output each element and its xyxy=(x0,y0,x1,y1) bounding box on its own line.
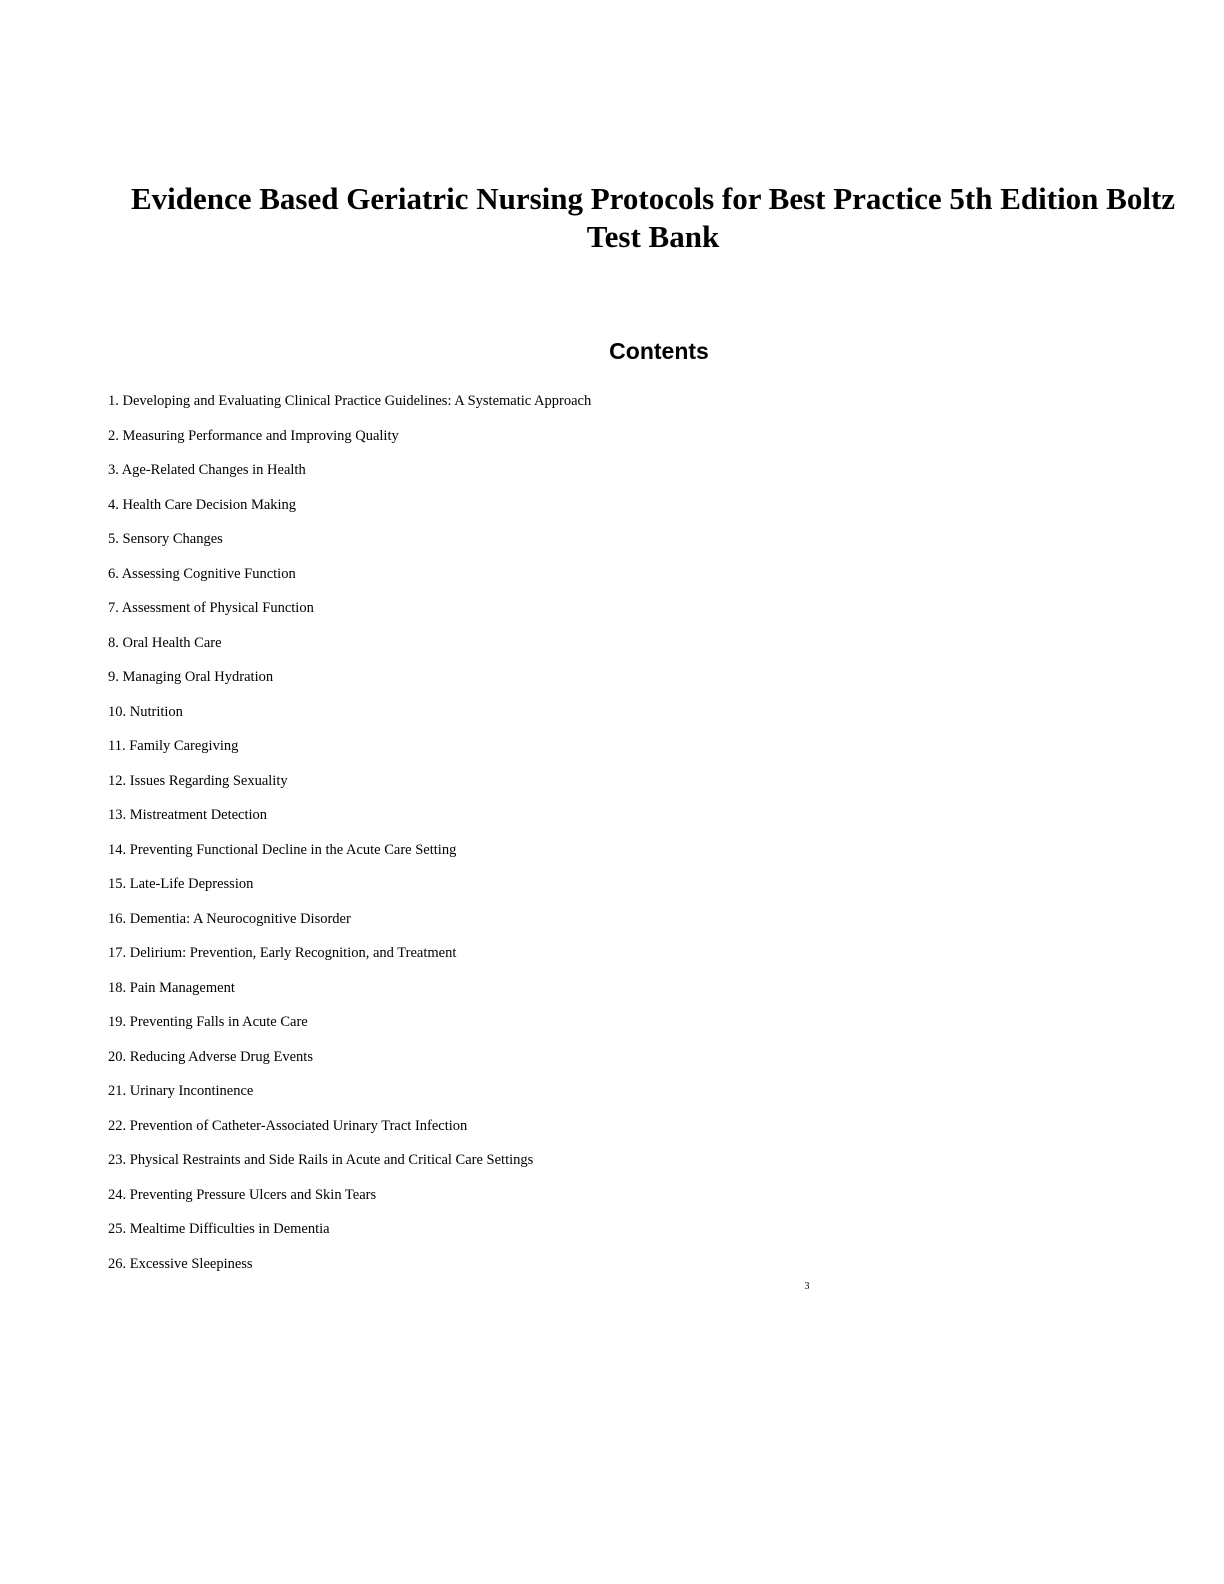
toc-item: 1. Developing and Evaluating Clinical Practice Guidelines: A Systematic Approach xyxy=(108,393,592,409)
toc-item: 21. Urinary Incontinence xyxy=(108,1083,254,1099)
toc-item: 26. Excessive Sleepiness xyxy=(108,1255,253,1272)
document-title xyxy=(100,180,1206,256)
toc-item: 17. Delirium: Prevention, Early Recognition, and Treatment xyxy=(108,945,457,961)
toc-item: 22. Prevention of Catheter-Associated Urinary Tract Infection xyxy=(108,1117,468,1134)
toc-item: 25. Mealtime Difficulties in Dementia xyxy=(108,1221,330,1237)
toc-item: 11. Family Caregiving xyxy=(108,738,239,754)
toc-item: 8. Oral Health Care xyxy=(108,634,222,651)
toc-item: 5. Sensory Changes xyxy=(108,531,223,547)
contents-heading: Contents xyxy=(609,338,709,364)
toc-item: 9. Managing Oral Hydration xyxy=(108,669,274,685)
toc-item: 24. Preventing Pressure Ulcers and Skin Tears xyxy=(108,1186,377,1203)
document-title-line-1: Evidence Based Geriatric Nursing Protocols for Best Practice 5th Edition Boltz xyxy=(130,181,1176,216)
document-title-line-2: Test Bank xyxy=(586,219,720,254)
toc-item: 12. Issues Regarding Sexuality xyxy=(108,772,288,789)
page-number: 3 xyxy=(804,1281,810,1292)
toc-item: 13. Mistreatment Detection xyxy=(108,807,268,823)
toc-item: 10. Nutrition xyxy=(108,703,183,720)
toc-item: 4. Health Care Decision Making xyxy=(108,496,297,513)
toc-item: 19. Preventing Falls in Acute Care xyxy=(108,1014,308,1030)
toc-item: 6. Assessing Cognitive Function xyxy=(108,565,296,582)
toc-item: 14. Preventing Functional Decline in the Acute Care Setting xyxy=(108,841,457,858)
table-of-contents xyxy=(108,390,591,1287)
toc-item: 20. Reducing Adverse Drug Events xyxy=(108,1048,313,1065)
toc-item: 15. Late-Life Depression xyxy=(108,876,254,892)
toc-item: 18. Pain Management xyxy=(108,979,235,996)
toc-item: 16. Dementia: A Neurocognitive Disorder xyxy=(108,910,351,927)
toc-item: 3. Age-Related Changes in Health xyxy=(108,462,306,478)
toc-item: 2. Measuring Performance and Improving Quality xyxy=(108,427,399,444)
toc-item: 23. Physical Restraints and Side Rails in Acute and Critical Care Settings xyxy=(108,1152,534,1168)
toc-item: 7. Assessment of Physical Function xyxy=(108,600,314,616)
